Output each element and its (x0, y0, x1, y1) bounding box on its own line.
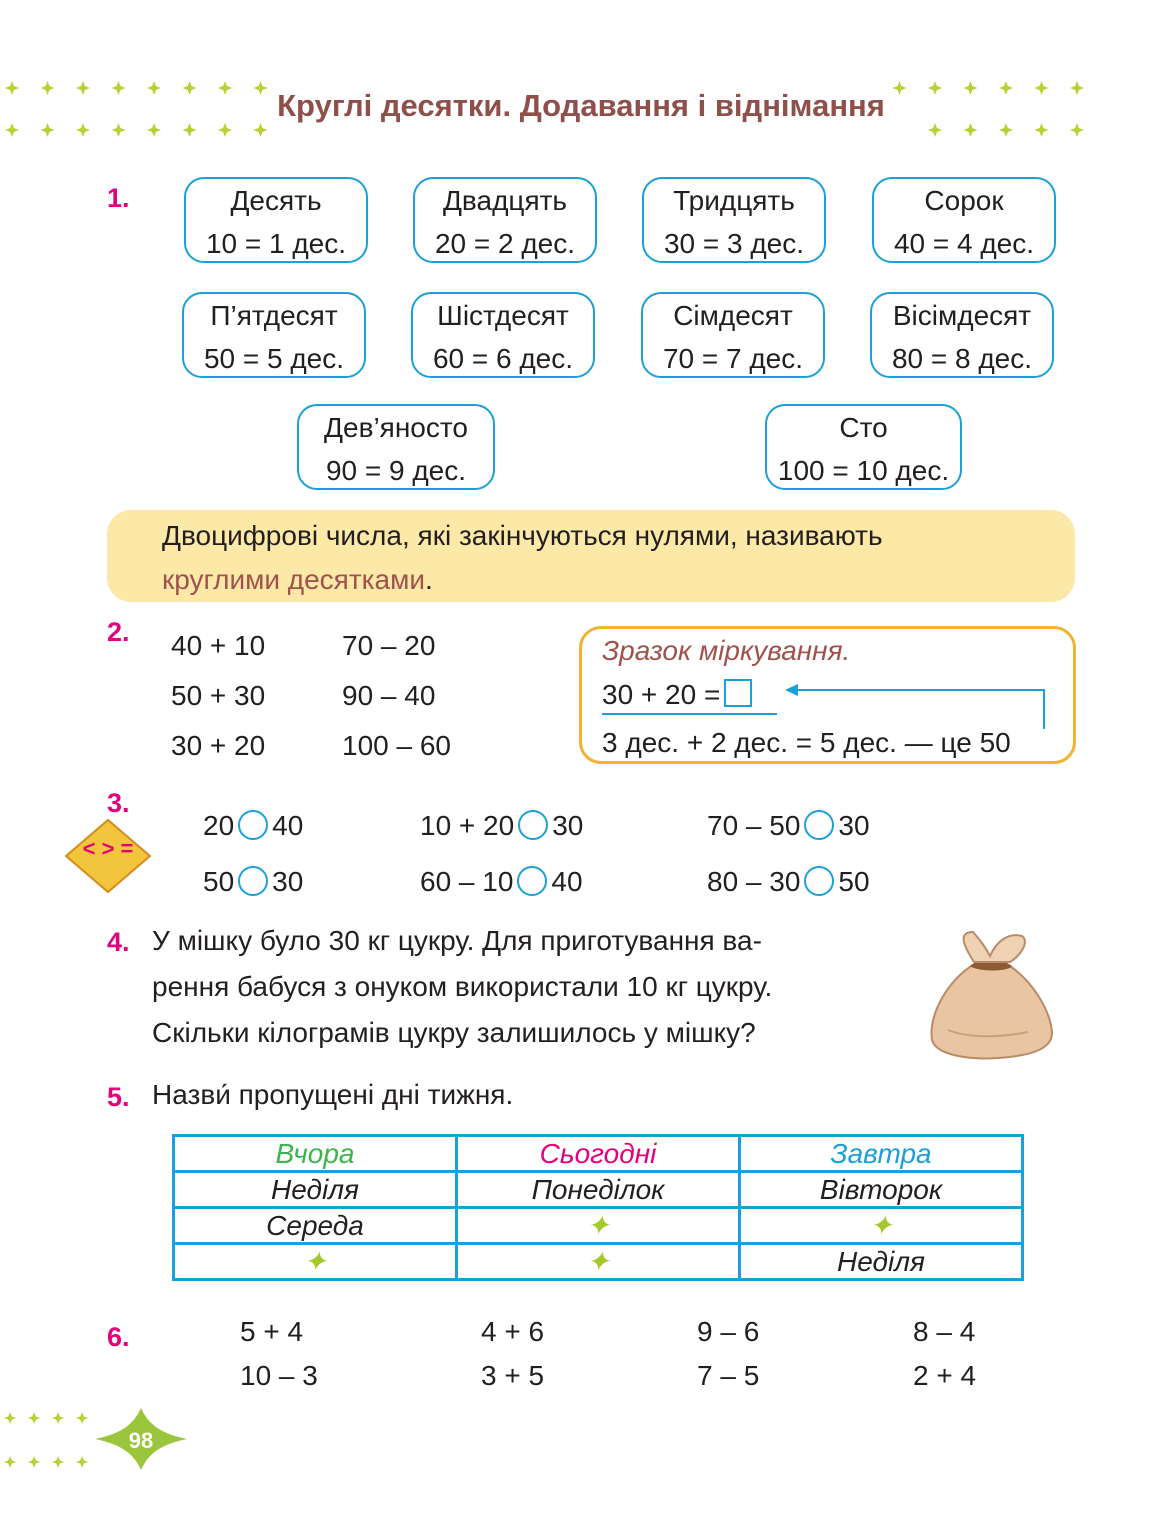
card-word: Двадцять (442, 185, 568, 216)
star-icon (147, 123, 161, 137)
missing-day-star-icon[interactable]: ✦ (457, 1244, 740, 1280)
comparison (420, 810, 583, 842)
number-card-20 (413, 177, 597, 263)
expression: 8 – 4 (913, 1316, 976, 1347)
compare-circle[interactable] (804, 866, 834, 896)
right-operand: 30 (272, 866, 304, 897)
number-card-50 (182, 292, 366, 378)
weekdays-table (172, 1134, 1024, 1281)
card-word: Дев’яносто (324, 412, 468, 443)
expression: 50 + 30 (171, 680, 266, 711)
card-word: Тридцять (673, 185, 795, 216)
number-card-80 (870, 292, 1054, 378)
rule-text: Двоцифрові числа, які закінчуються нулями, називають (162, 520, 883, 551)
star-icon (1070, 123, 1084, 137)
card-word: П’ятдесят (210, 300, 338, 331)
compare-circle[interactable] (238, 810, 268, 840)
star-icon (76, 1412, 88, 1424)
card-equation: 90 = 9 дес. (325, 455, 467, 486)
table-cell: Неділя (740, 1244, 1023, 1280)
card-equation: 30 = 3 дес. (663, 228, 805, 259)
star-icon (28, 1456, 40, 1468)
number-card-10 (184, 177, 368, 263)
table-cell: Середа (174, 1208, 457, 1244)
rule-box (107, 510, 1075, 602)
missing-day-star-icon[interactable]: ✦ (740, 1208, 1023, 1244)
page-number-badge (93, 1406, 189, 1472)
rule-end: . (424, 564, 433, 595)
comparison (707, 810, 870, 842)
expression: 5 + 4 (240, 1316, 304, 1347)
expression: 9 – 6 (697, 1316, 760, 1347)
expression: 7 – 5 (697, 1360, 760, 1391)
left-operand: 60 – 10 (420, 866, 514, 897)
sample-title: Зразок міркування. (602, 635, 851, 666)
card-equation: 70 = 7 дес. (662, 343, 804, 374)
comparison (203, 866, 303, 898)
star-icon (964, 123, 978, 137)
sugar-sack-image (918, 920, 1058, 1060)
page-number: 98 (128, 1428, 154, 1453)
star-icon (52, 1412, 64, 1424)
compare-circle[interactable] (238, 866, 268, 896)
sample-explanation: 3 дес. + 2 дес. = 5 дес. — це 50 (602, 727, 1011, 758)
header-today: Сьогодні (457, 1136, 740, 1172)
header-yesterday: Вчора (174, 1136, 457, 1172)
page-title: Круглі десятки. Додавання і віднімання (277, 88, 885, 123)
card-word: Вісімдесят (892, 300, 1032, 331)
task-number-1: 1. (107, 183, 130, 213)
star-icon (52, 1456, 64, 1468)
problem-line: У мішку було 30 кг цукру. Для приготування ва- (152, 925, 762, 956)
compare-circle[interactable] (517, 866, 547, 896)
expression: 100 – 60 (342, 730, 451, 761)
star-icon (76, 1456, 88, 1468)
star-icon (4, 1412, 16, 1424)
card-word: Сорок (924, 185, 1004, 216)
star-icon (254, 123, 268, 137)
number-card-70 (641, 292, 825, 378)
card-equation: 100 = 10 дес. (777, 455, 950, 486)
right-operand: 50 (838, 866, 870, 897)
card-equation: 40 = 4 дес. (893, 228, 1035, 259)
task5-prompt: Назви́ пропущені дні тижня. (152, 1079, 514, 1110)
card-word: Сімдесят (673, 300, 793, 331)
table-cell: Понеділок (457, 1172, 740, 1208)
right-operand: 40 (551, 866, 583, 897)
card-word: Сто (839, 412, 888, 443)
missing-day-star-icon[interactable]: ✦ (174, 1244, 457, 1280)
right-operand: 40 (272, 810, 304, 841)
number-card-90 (297, 404, 495, 490)
task-number-3: 3. (107, 788, 130, 818)
expression: 10 – 3 (240, 1360, 318, 1391)
card-equation: 10 = 1 дес. (205, 228, 347, 259)
number-card-60 (411, 292, 595, 378)
right-operand: 30 (552, 810, 584, 841)
card-equation: 60 = 6 дес. (432, 343, 574, 374)
reasoning-sample-box (579, 626, 1076, 764)
table-cell: Неділя (174, 1172, 457, 1208)
number-card-100 (765, 404, 962, 490)
header-tomorrow: Завтра (740, 1136, 1023, 1172)
card-equation: 20 = 2 дес. (434, 228, 576, 259)
star-icon (928, 123, 942, 137)
star-icon (28, 1412, 40, 1424)
table-row (174, 1244, 1023, 1280)
word-problem (152, 918, 882, 1056)
number-card-30 (642, 177, 826, 263)
star-icon (41, 123, 55, 137)
card-word: Десять (230, 185, 322, 216)
task-number-5: 5. (107, 1082, 130, 1112)
compare-circle[interactable] (804, 810, 834, 840)
compare-circle[interactable] (518, 810, 548, 840)
comparison (420, 866, 583, 898)
card-equation: 50 = 5 дес. (203, 343, 345, 374)
compare-symbols: < > = (82, 836, 134, 861)
star-icon (183, 123, 197, 137)
expression: 70 – 20 (342, 630, 436, 661)
left-operand: 50 (203, 866, 235, 897)
task-number-4: 4. (107, 927, 130, 957)
missing-day-star-icon[interactable]: ✦ (457, 1208, 740, 1244)
expression: 4 + 6 (481, 1316, 545, 1347)
comparison (707, 866, 870, 898)
table-row (174, 1208, 1023, 1244)
decorative-stars-bottom (0, 1400, 100, 1480)
card-word: Шістдесят (437, 300, 569, 331)
star-icon (999, 123, 1013, 137)
expression: 90 – 40 (342, 680, 436, 711)
sample-equation-text: 30 + 20 = (602, 679, 721, 710)
number-card-40 (872, 177, 1056, 263)
star-icon (76, 123, 90, 137)
expression: 2 + 4 (913, 1360, 977, 1391)
expression: 3 + 5 (481, 1360, 545, 1391)
card-equation: 80 = 8 дес. (891, 343, 1033, 374)
star-icon (112, 123, 126, 137)
compare-signs-badge (64, 818, 152, 894)
star-icon (1035, 123, 1049, 137)
problem-line: Скільки кілограмів цукру залишилось у мішку? (152, 1017, 756, 1048)
star-icon (4, 1456, 16, 1468)
task-number-6: 6. (107, 1322, 130, 1352)
right-operand: 30 (838, 810, 870, 841)
left-operand: 10 + 20 (420, 810, 515, 841)
comparison (203, 810, 303, 842)
expression: 30 + 20 (171, 730, 266, 761)
problem-line: рення бабуся з онуком використали 10 кг цукру. (152, 971, 773, 1002)
left-operand: 20 (203, 810, 235, 841)
expression: 40 + 10 (171, 630, 266, 661)
star-icon (5, 123, 19, 137)
task-number-2: 2. (107, 617, 130, 647)
table-header-row (174, 1136, 1023, 1172)
star-icon (218, 123, 232, 137)
table-row (174, 1172, 1023, 1208)
left-operand: 80 – 30 (707, 866, 801, 897)
rule-highlight: круглими десятками (162, 564, 425, 595)
table-cell: Вівторок (740, 1172, 1023, 1208)
left-operand: 70 – 50 (707, 810, 801, 841)
